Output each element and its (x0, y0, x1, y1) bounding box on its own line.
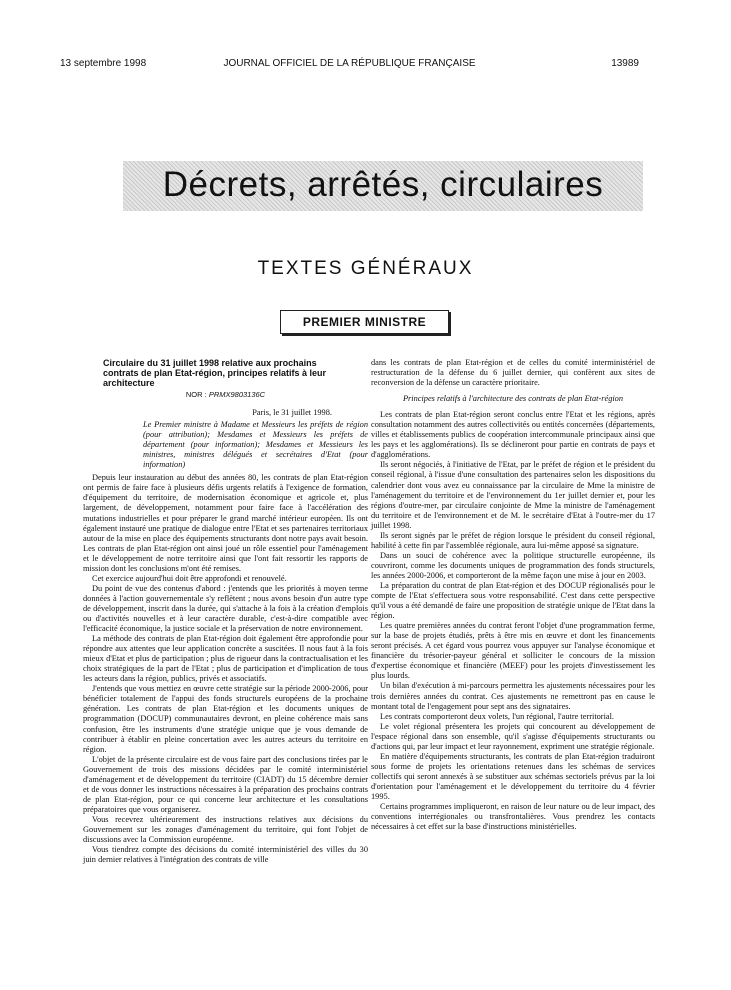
nor-label: NOR : (185, 390, 207, 399)
header-date: 13 septembre 1998 (60, 58, 147, 69)
paragraph: Ils seront négociés, à l'initiative de l'Etat, par le préfet de région et le président du conseil régional, à l'issue d'une consultation des partenaires selon les dispositions du calendrier dont vous avez eu connaissance par la circulaire de Mme la ministre de l'aménagement du territoire et de l'environnement du 1er juillet dernier et, pour les régions d'outre-mer, par circulaire conjointe de Mme la ministre de l'aménagement du territoire et de l'environnement et de M. le secrétaire d'Etat à l'outre-mer du 17 juillet 1998. (371, 460, 655, 530)
nor-code: PRMX9803136C (208, 390, 266, 399)
paragraph: Depuis leur instauration au début des années 80, les contrats de plan Etat-région ont permis de faire face à plusieurs défis urgents relatifs à l'exigence de formation, d'équipement du territoire, de modernisation économique et agricole et, plus largement, de développement, notamment pour faire face à l'accélération des mutations industrielles et pour préparer le grand marché intérieur européen. Ils ont également instauré une pratique de dialogue entre l'Etat et ses partenaires territoriaux autour de la mise en place des équipements structurants dont notre pays avait besoin. Les contrats de plan Etat-région ont ainsi joué un rôle essentiel pour l'aménagement et le développement de notre territoire ainsi que l'ont fait ressortir les rapports de mission dont les conclusions m'ont été remises. (83, 473, 368, 573)
paragraph: Les contrats de plan Etat-région seront conclus entre l'Etat et les régions, après consultation notamment des autres collectivités ou entités concernées (départements, villes et établissements publics de coopération intercommunale principaux ainsi que les pays et les agglomérations). Ils se déclineront pour partie en contrats de pays et d'agglomérations. (371, 410, 655, 460)
paragraph: Du point de vue des contenus d'abord : j'entends que les priorités à moyen terme données à l'action gouvernementale s'y reflètent ; nous avons besoin d'un autre type de développement, inscrit dans la durée, qui s'attache à la fois à la création d'emplois ou d'activités nouvelles et à leur caractère durable, c'est-à-dire compatible avec l'efficacité économique, la justice sociale et la préservation de notre environnement. (83, 583, 368, 634)
circular-title: Circulaire du 31 juillet 1998 relative aux prochains contrats de plan Etat-région, principes relatifs à leur architecture (103, 358, 327, 388)
paragraph: Les quatre premières années du contrat feront l'objet d'une programmation ferme, sur la base de projets étudiés, prêts à être mis en œuvre et dont les financements seront précisés. A cet égard vous pourrez vous appuyer sur l'analyse économique et financière du trésorier-payeur général et solliciter le concours de la mission d'expertise économique et financière (MEEF) pour les projets d'investissement les plus lourds. (371, 621, 655, 681)
addressees: Le Premier ministre à Madame et Messieurs les préfets de région (pour attribution); Mesdames et Messieurs les préfets de département (pour information); Mesdames et Messieurs les ministres, ministres délégués et secrétaires d'Etat (pour information) (143, 420, 368, 470)
paragraph: La méthode des contrats de plan Etat-région doit également être approfondie pour répondre aux attentes que leur application concrète a suscitées. Il nous faut à la fois mieux d'Etat et plus de participation ; plus de rigueur dans la contractualisation et les choix stratégiques de la part de l'Etat ; plus de participation et d'implication de tous les acteurs dans la région, publics, privés et associatifs. (83, 634, 368, 684)
paragraph: Vous tiendrez compte des décisions du comité interministériel des villes du 30 juin dernier relatives à l'intégration des contrats de ville (83, 845, 368, 865)
ministry-box: PREMIER MINISTRE (280, 310, 449, 334)
paragraph: En matière d'équipements structurants, les contrats de plan Etat-région traduiront sous forme de projets les orientations retenues dans les schémas de services collectifs qui seront annexés à se substituer aux schémas sectoriels prévus par la loi d'orientation pour l'aménagement et le développement du territoire du 4 février 1995. (371, 751, 655, 801)
header-page-number: 13989 (611, 58, 639, 69)
paragraph: Les contrats comporteront deux volets, l'un régional, l'autre territorial. (380, 711, 615, 721)
section-banner (123, 161, 643, 211)
paragraph: Vous recevrez ultérieurement des instructions relatives aux décisions du Gouvernement sur les zonages d'aménagement du territoire, qui font l'objet de discussions avec la Commission européenne. (83, 814, 368, 845)
paragraph-continued: dans les contrats de plan Etat-région et de celles du comité interministériel de restructuration de la défense du 6 juillet dernier, qui confèrent aux sites de reconversion de la défense un caractère prioritaire. (371, 358, 655, 388)
nor-line (83, 390, 368, 400)
right-column (371, 358, 655, 832)
paragraph: Ils seront signés par le préfet de région lorsque le président du conseil régional, habilité à cette fin par l'assemblée régionale, aura lui-même apposé sa signature. (371, 530, 655, 550)
paragraph: Dans un souci de cohérence avec la politique structurelle européenne, ils couvriront, comme les documents uniques de programmation des fonds structurels, les années 2000-2006, et comporteront de la même façon une mise à jour en 2003. (371, 550, 655, 580)
header-journal: JOURNAL OFFICIEL DE LA RÉPUBLIQUE FRANÇAISE (223, 58, 476, 69)
paragraph: La préparation du contrat de plan Etat-région et des DOCUP régionalisés pour le compte de l'Etat s'effectuera sous votre responsabilité. C'est dans cette perspective qu'il vous a été demandé de faire une proposition de stratégie unique de l'Etat dans la région. (371, 580, 655, 621)
page-header (60, 58, 639, 72)
paragraph: Un bilan d'exécution à mi-parcours permettra les ajustements nécessaires pour les trois dernières années du contrat. Ces ajustements ne remettront pas en cause le montant total de l'engagement pour sept ans des signataires. (371, 681, 655, 711)
banner-title: Décrets, arrêtés, circulaires (162, 165, 604, 204)
left-column (83, 358, 368, 865)
paragraph: L'objet de la présente circulaire est de vous faire part des conclusions tirées par le Gouvernement de trois des missions décidées par le comité interministériel d'aménagement et de développement du territoire (CIADT) du 15 décembre dernier et de vous donner les instructions nécessaires à la préparation des prochains contrats de plan Etat-région, pour ce qui concerne leur architecture et les consultations préparatoires que vous organiserez. (83, 754, 368, 814)
section-title: TEXTES GÉNÉRAUX (257, 258, 474, 279)
subheading: Principes relatifs à l'architecture des contrats de plan Etat-région (402, 394, 624, 404)
paragraph: Cet exercice aujourd'hui doit être approfondi et renouvelé. (92, 573, 287, 583)
place-date: Paris, le 31 juillet 1998. (252, 408, 332, 418)
paragraph: Certains programmes impliqueront, en raison de leur nature ou de leur impact, des conventions interrégionales ou transfrontalières. Vous prendrez les contacts nécessaires à cet effet sur la base d'instructions ministérielles. (371, 802, 655, 832)
paragraph: Le volet régional présentera les projets qui concourent au développement de l'espace régional dans son ensemble, qu'il s'agisse d'équipements structurants ou d'actions qui, par leur impact et leur rayonnement, expriment une stratégie régionale. (371, 721, 655, 751)
paragraph: J'entends que vous mettiez en œuvre cette stratégie sur la période 2000-2006, pour bénéficier totalement de l'appui des fonds structurels européens de la prochaine génération. Les contrats de plan Etat-région et les documents uniques de programmation (DOCUP) communautaires devront, en pleine cohérence mais sans confusion, être les instruments d'une stratégie unique que je vous demande de contribuer à établir en pleine concertation avec les autres acteurs du territoire en région. (83, 684, 368, 754)
